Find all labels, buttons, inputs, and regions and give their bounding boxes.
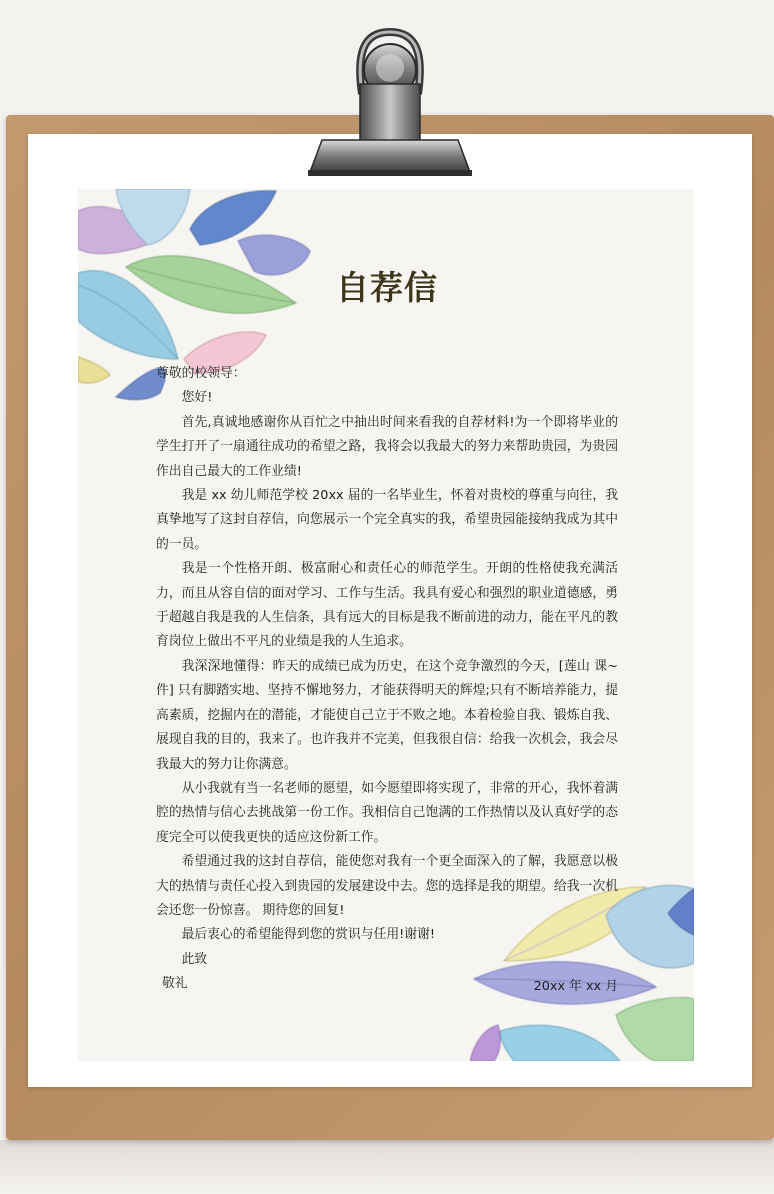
- page-title: 自荐信: [336, 268, 438, 307]
- leaf-icon: [500, 1025, 620, 1061]
- paragraph: 从小我就有当一名老师的愿望，如今愿望即将实现了，非常的开心，我怀着满腔的热情与信心去挑战第一份工作。我相信自己饱满的工作热情以及认真好学的态度完全可以使我更快的适应这份新工作。: [156, 780, 618, 845]
- closing-regards: 敬礼: [162, 976, 188, 992]
- leaf-icon: [78, 357, 110, 383]
- leaf-icon: [470, 1025, 500, 1061]
- paragraph: 希望通过我的这封自荐信，能使您对我有一个更全面深入的了解，我愿意以极大的热情与责任心投入到贵园的发展建设中去。您的选择是我的期望。给我一次机会还您一份惊喜。 期待您的回复!: [156, 854, 618, 918]
- paragraph: 我是一个性格开朗、极富耐心和责任心的师范学生。开朗的性格使我充满活力，而且从容自信的面对学习、工作与生活。我具有爱心和强烈的职业道德感，勇于超越自我是我的人生信条，具有远大的目标是我不断前进的动力，能在平凡的教育岗位上做出不平凡的业绩是我的人生追求。: [156, 561, 618, 650]
- salutation: 尊敬的校领导：: [156, 366, 246, 381]
- paragraph: 首先,真诚地感谢你从百忙之中抽出时间来看我的自荐材料!为一个即将毕业的学生打开了一扇通往成功的希望之路，我将会以我最大的努力来帮助贵园，为贵园作出自己最大的工作业绩!: [156, 414, 618, 479]
- binder-clip-icon: [300, 22, 480, 182]
- letter-body: [156, 362, 618, 997]
- paragraph: 最后衷心的希望能得到您的赏识与任用!谢谢!: [181, 927, 435, 943]
- surface-shadow: [0, 1140, 774, 1194]
- greeting: 您好!: [181, 390, 213, 406]
- paragraph: 我是 xx 幼儿师范学校 20xx 届的一名毕业生，怀着对贵校的尊重与向往，我真挚地写了这封自荐信，向您展示一个完全真实的我，希望贵园能接纳我成为其中的一员。: [156, 488, 618, 552]
- letter-date: 20xx 年 xx 月: [533, 979, 618, 994]
- leaf-icon: [616, 998, 694, 1061]
- paragraph: 我深深地懂得：昨天的成绩已成为历史，在这个竞争激烈的今天，[莲山 课~件] 只有脚踏实地、坚持不懈地努力，才能获得明天的辉煌;只有不断培养能力，提高素质，挖掘内在的潜能，才能使自己立于不败之地。本着检验自我、锻炼自我、展现自我的目的，我来了。也许我并不完美，但我很自信：给我一次机会，我会尽我最大的努力让你满意。: [156, 658, 618, 772]
- closing-line: 此致: [181, 951, 208, 967]
